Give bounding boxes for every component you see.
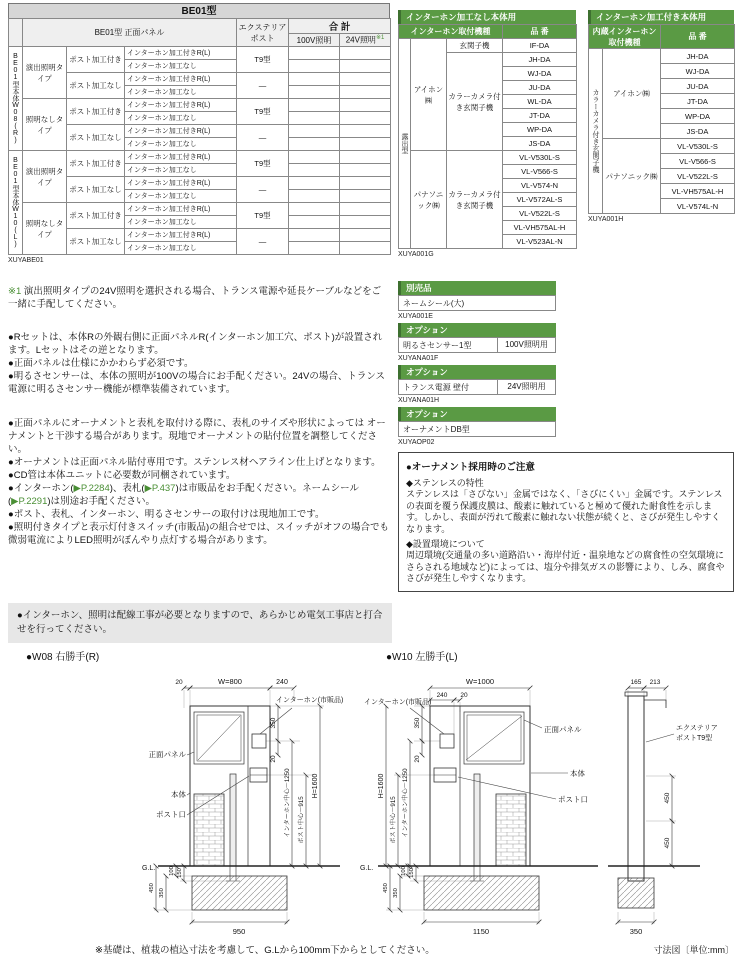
header-100v: 100V照明 [289, 34, 340, 47]
code-cell: JT-DA [503, 109, 577, 123]
ext-post-cell: — [237, 73, 289, 99]
dim-intercom-center: インターホン中心〜1250 [402, 768, 409, 838]
machine-cell: カラーカメラ付き玄関子機 [447, 151, 503, 249]
price-24v-cell [340, 216, 391, 229]
code-cell: JS-DA [661, 124, 735, 139]
code-cell: JU-DA [503, 81, 577, 95]
exterior-post-side-view [625, 692, 666, 881]
proc-title: インターホン加工付き本体用 [588, 10, 734, 24]
dim-width: W=800 [218, 677, 242, 686]
panel-cell: インターホン加工なし [125, 242, 237, 255]
drawing-w10-title: ●W10 左勝手(L) [386, 652, 458, 663]
code-cell: VL-VH575AL-H [661, 184, 735, 199]
note-item: ●正面パネルにオーナメントと表札を取付ける際に、表札のサイズや形状によっては オーナメントと干渉する場合があります。現地でオーナメントの貼付位置を調整してください。 [8, 418, 386, 455]
note-item: ●オーナメントは正面パネル貼付専用です。ステンレス材ヘアライン仕上げとなります。 [8, 457, 381, 468]
post-body [628, 696, 644, 881]
price-100v-cell [289, 73, 340, 86]
note-item: ●照明付きタイプと表示灯付きスイッチ(市販品)の組合せでは、スイッチがオフの場合でも微弱電流によりLED照明がぼんやり点灯する場合があります。 [8, 522, 390, 546]
note-item: ●Rセットは、本体Rの外観右側に正面パネルR(インターホン加工穴、ポスト)が設置されます。Lセットはその逆となります。 [8, 332, 383, 356]
code-cell: VL-V572AL-S [503, 193, 577, 207]
note-text: )、表札( [109, 483, 145, 494]
price-100v-cell [289, 216, 340, 229]
price-100v-cell [289, 242, 340, 255]
no-proc-code: XUYA001G [398, 251, 434, 258]
panel-cell: インターホン加工付きR(L) [125, 47, 237, 60]
option-box-ornament [398, 407, 556, 446]
price-24v-cell [340, 229, 391, 242]
ornament-title: ●オーナメント採用時のご注意 [406, 462, 535, 473]
post-opening-label: ポスト口 [156, 810, 186, 819]
option-use: 24V照明用 [497, 380, 555, 394]
code-cell: VL-V566-S [661, 154, 735, 169]
note1-text: 演出照明タイプの24V照明を選択される場合、トランス電源や延長ケーブルなどをご一緒に手配してください。 [8, 286, 382, 310]
notes-group-b1 [8, 417, 390, 482]
page-ref: ▶P.2291 [11, 496, 48, 507]
panel-cell: インターホン加工なし [125, 138, 237, 151]
ext-post-label-1: エクステリア [676, 725, 718, 732]
price-24v-cell [340, 99, 391, 112]
main-spec-section [8, 3, 390, 264]
dim-100: 100 [401, 866, 407, 876]
note-text: ●インターホン( [8, 483, 74, 494]
dim-350b: 350 [393, 888, 399, 898]
ext-post-cell: — [237, 125, 289, 151]
page-ref: ▶P.437 [144, 483, 176, 494]
col-machine: 内蔵インターホン取付機種 [589, 25, 661, 49]
dim-350: 350 [270, 717, 277, 729]
price-100v-cell [289, 47, 340, 60]
note-text: )は市販品をお手配ください。ネームシール( [8, 483, 359, 507]
panel-cell: インターホン加工なし [125, 60, 237, 73]
brand-cell: パナソニック㈱ [411, 151, 447, 249]
code-cell: WJ-DA [661, 64, 735, 79]
price-100v-cell [289, 138, 340, 151]
intercom-label: インターホン(市販品) [364, 699, 432, 706]
mount-type-cell: 露出型 [399, 39, 411, 249]
dim-450: 450 [383, 883, 389, 893]
type-cell: 照明なしタイプ [23, 99, 67, 151]
code-cell: JU-DA [661, 79, 735, 94]
ornament-b2: 周辺環境(交通量の多い道路沿い・海岸付近・温泉地などの腐食性の空気環境にさらされる地域など)によっては、塩分や排気ガスの影響により、しみ、腐食やさびが発生しやすくなります。 [406, 550, 725, 583]
foundation [192, 876, 287, 910]
support-post [230, 774, 236, 866]
option-label: オプション [398, 323, 556, 337]
leader-lines [410, 708, 674, 799]
header-24v [340, 34, 391, 47]
proc-cell: ポスト加工付き [67, 203, 125, 229]
machine-cell: カラーカメラ付き玄関子機 [447, 53, 503, 151]
price-24v-cell [340, 138, 391, 151]
dim-100: 100 [169, 866, 175, 876]
main-table-title: BE01型 [8, 3, 390, 18]
proc-cell: ポスト加工付き [67, 151, 125, 177]
code-cell: VL-V522L-S [661, 169, 735, 184]
proc-table [588, 24, 735, 214]
dim-1150: 1150 [472, 927, 490, 936]
panel-cell: インターホン加工付きR(L) [125, 203, 237, 216]
header-empty-cell [9, 19, 23, 47]
drawing-w08-title: ●W08 右勝手(R) [26, 652, 100, 663]
main-spec-table [8, 18, 391, 255]
ext-post-cell: — [237, 229, 289, 255]
dim-213: 213 [649, 679, 661, 686]
code-cell: VL-V566-S [503, 165, 577, 179]
dim-width: W=1000 [465, 677, 495, 686]
front-panel-label: 正面パネル [148, 750, 186, 759]
intercom-unit [252, 734, 266, 748]
note-item: ●正面パネルは仕様にかかわらず必須です。 [8, 358, 194, 369]
brand-cell: アイホン㈱ [603, 49, 661, 139]
code-cell: JS-DA [503, 137, 577, 151]
price-100v-cell [289, 60, 340, 73]
separate-item-box [398, 281, 556, 320]
dim-150: 150 [177, 868, 183, 878]
price-24v-cell [340, 164, 391, 177]
code-cell: VL-V530L-S [503, 151, 577, 165]
proc-cell: ポスト加工なし [67, 177, 125, 203]
header-24v-label: 24V照明 [345, 35, 376, 45]
type-cell: 照明なしタイプ [23, 203, 67, 255]
code-cell: VL-V574L-N [661, 199, 735, 214]
drawing-w10 [360, 664, 736, 940]
dim-height: H=1600 [312, 773, 319, 799]
price-24v-cell [340, 151, 391, 164]
brand-cell: パナソニック㈱ [603, 139, 661, 214]
ornament-h2: ◆設置環境について [406, 539, 485, 549]
ext-post-cell: T9型 [237, 99, 289, 125]
header-panel: BE01型 正面パネル [23, 19, 237, 47]
post-bracket [644, 700, 666, 708]
code-cell: VL-V574-N [503, 179, 577, 193]
note1-mark: ※1 [8, 286, 22, 297]
panel-cell: インターホン加工付きR(L) [125, 229, 237, 242]
option-code: XUYANA01H [398, 397, 440, 404]
panel-cell: インターホン加工なし [125, 216, 237, 229]
wiring-notice-text: ●インターホン、照明は配線工事が必要となりますので、あらかじめ電気工事店と打合せを行ってください。 [17, 610, 383, 635]
ext-post-label-2: ポストT9型 [676, 735, 713, 742]
ornament-notice-box [398, 452, 734, 592]
option-code: XUYAOP02 [398, 439, 435, 446]
ext-post-cell: T9型 [237, 151, 289, 177]
drawing-w08 [8, 664, 358, 940]
post-foundation [618, 878, 654, 908]
option-name: オーナメントDB型 [403, 424, 470, 434]
option-code: XUYANA01F [398, 355, 439, 362]
proc-cell: ポスト加工付き [67, 47, 125, 73]
separate-code: XUYA001E [398, 313, 433, 320]
panel-cell: インターホン加工付きR(L) [125, 151, 237, 164]
header-total: 合 計 [289, 19, 391, 34]
ground-level-label: G.L. [142, 865, 156, 872]
notes-group-a [8, 331, 390, 396]
front-panel-label: 正面パネル [544, 725, 582, 734]
price-24v-cell [340, 177, 391, 190]
separate-label: 別売品 [398, 281, 556, 295]
foundation [424, 876, 539, 910]
price-24v-cell [340, 60, 391, 73]
dim-350b: 350 [159, 888, 165, 898]
brick-pillar [496, 794, 526, 866]
panel-cell: インターホン加工なし [125, 112, 237, 125]
price-100v-cell [289, 99, 340, 112]
ornament-b1: ステンレスは「さびない」金属ではなく、「さびにくい」金属です。ステンレスの表面を覆う保護皮膜は、酸素に触れていると極めて優れた耐食性を示します。しかし、表面が汚れて酸素に触れない状態が続くと、さびが発生しやすくなります。 [406, 489, 723, 534]
type-cell: 演出照明タイプ [23, 47, 67, 99]
code-cell: WL-DA [503, 95, 577, 109]
proc-cell: ポスト加工なし [67, 229, 125, 255]
dim-post-center: ポスト中心〜915 [298, 796, 305, 844]
code-cell: JH-DA [503, 53, 577, 67]
option-box-transformer [398, 365, 556, 404]
brand-cell: アイホン㈱ [411, 39, 447, 151]
dim-350: 350 [414, 717, 421, 729]
body-label: 本体 [570, 769, 585, 778]
col-code: 品 番 [661, 25, 735, 49]
ornament-h1: ◆ステンレスの特性 [406, 478, 484, 488]
header-ext-post: エクステリアポスト [237, 19, 289, 47]
ext-post-cell: — [237, 177, 289, 203]
price-100v-cell [289, 177, 340, 190]
price-100v-cell [289, 86, 340, 99]
ext-post-cell: T9型 [237, 203, 289, 229]
proc-cell: ポスト加工なし [67, 125, 125, 151]
mount-type-cell: カラーカメラ付き玄関子機 [589, 49, 603, 214]
option-name: 明るさセンサー1型 [403, 340, 472, 350]
no-proc-table [398, 24, 577, 249]
panel-cell: インターホン加工付きR(L) [125, 99, 237, 112]
price-100v-cell [289, 229, 340, 242]
proc-cell: ポスト加工付き [67, 99, 125, 125]
dim-height: H=1600 [378, 773, 385, 799]
price-100v-cell [289, 203, 340, 216]
price-24v-cell [340, 203, 391, 216]
ext-post-cell: T9型 [237, 47, 289, 73]
post-opening-label: ポスト口 [558, 795, 588, 804]
dim-20: 20 [460, 692, 468, 699]
no-proc-title: インターホン加工なし本体用 [398, 10, 576, 24]
code-cell: IF-DA [503, 39, 577, 53]
price-100v-cell [289, 190, 340, 203]
dim-20b: 20 [270, 755, 277, 763]
code-cell: WJ-DA [503, 67, 577, 81]
col-machine: インターホン取付機種 [399, 25, 503, 39]
code-cell: VL-V530L-S [661, 139, 735, 154]
panel-cell: インターホン加工なし [125, 86, 237, 99]
unit-elevation [190, 706, 270, 881]
dim-450: 450 [149, 883, 155, 893]
code-cell: JH-DA [661, 49, 735, 64]
option-label: オプション [398, 407, 556, 421]
price-100v-cell [289, 151, 340, 164]
proc-cell: ポスト加工なし [67, 73, 125, 99]
notes-group-b2 [8, 508, 390, 547]
ground-level-label: G.L. [360, 865, 374, 872]
brick-pillar [194, 794, 224, 866]
machine-cell: 玄関子機 [447, 39, 503, 53]
price-24v-cell [340, 190, 391, 203]
intercom-unit [440, 734, 454, 748]
dim-20b: 20 [414, 755, 421, 763]
dim-165: 165 [630, 679, 642, 686]
intercom-label: インターホン(市販品) [276, 697, 344, 704]
price-100v-cell [289, 112, 340, 125]
dim-240: 240 [276, 679, 288, 686]
dim-post-center: ポスト中心〜915 [390, 796, 397, 844]
option-box-sensor [398, 323, 556, 362]
code-cell: WP-DA [661, 109, 735, 124]
dim-post-450a: 450 [664, 792, 671, 804]
body-w10-cell: BE01型本体W10(L) [9, 151, 23, 255]
note-text: )は別途お手配ください。 [47, 496, 156, 507]
dim-post-450b: 450 [664, 837, 671, 849]
foundation-note: ※基礎は、植栽の植込寸法を考慮して、G.Lから100mm下からとしてください。 [95, 945, 435, 956]
note-item: ●ポスト、表札、インターホン、明るさセンサーの取付けは現地加工です。 [8, 509, 325, 520]
page-ref: ▶P.2284 [73, 483, 110, 494]
dim-950: 950 [232, 927, 246, 936]
panel-cell: インターホン加工なし [125, 164, 237, 177]
dim-20: 20 [175, 679, 183, 686]
price-24v-cell [340, 86, 391, 99]
dim-intercom-center: インターホン中心〜1250 [284, 768, 291, 838]
main-table-code: XUYABE01 [8, 257, 44, 264]
type-cell: 演出照明タイプ [23, 151, 67, 203]
post-cap [625, 692, 647, 696]
price-24v-cell [340, 112, 391, 125]
wiring-notice-box [8, 603, 392, 643]
price-24v-cell [340, 125, 391, 138]
support-post [474, 774, 480, 866]
dim-240: 240 [436, 692, 448, 699]
note-item: ●CD管は本体ユニットに必要数が同梱されています。 [8, 470, 236, 481]
col-code: 品 番 [503, 25, 577, 39]
notes-group-b [8, 417, 390, 547]
price-100v-cell [289, 125, 340, 138]
price-100v-cell [289, 164, 340, 177]
panel-cell: インターホン加工付きR(L) [125, 125, 237, 138]
proc-section [588, 10, 734, 223]
code-cell: VL-VH575AL-H [503, 221, 577, 235]
unit-elevation [430, 706, 530, 881]
note1-ref-mark: ※1 [375, 35, 385, 42]
unit-note: 寸法図〔単位:mm〕 [653, 945, 734, 955]
note-item-page-refs [8, 482, 390, 508]
code-cell: WP-DA [503, 123, 577, 137]
dim-post-350: 350 [629, 927, 643, 936]
panel-cell: インターホン加工付きR(L) [125, 73, 237, 86]
body-label: 本体 [171, 790, 186, 799]
option-label: オプション [398, 365, 556, 379]
option-name: トランス電源 壁付 [403, 382, 469, 392]
body-w08-cell: BE01型本体W08(R) [9, 47, 23, 151]
code-cell: VL-V523AL-N [503, 235, 577, 249]
code-cell: VL-V522L-S [503, 207, 577, 221]
price-24v-cell [340, 242, 391, 255]
proc-code: XUYA001H [588, 216, 624, 223]
code-cell: JT-DA [661, 94, 735, 109]
dim-150: 150 [409, 868, 415, 878]
note-item: ●明るさセンサーは、本体の照明が100Vの場合にお手配ください。24Vの場合、トランス電源に明るさセンサー機能が標準装備されています。 [8, 371, 386, 395]
no-proc-section [398, 10, 576, 258]
panel-cell: インターホン加工なし [125, 190, 237, 203]
price-24v-cell [340, 73, 391, 86]
panel-cell: インターホン加工付きR(L) [125, 177, 237, 190]
note1 [8, 285, 390, 311]
price-24v-cell [340, 47, 391, 60]
option-use: 100V照明用 [497, 338, 555, 352]
separate-name: ネームシール(大) [403, 298, 465, 308]
